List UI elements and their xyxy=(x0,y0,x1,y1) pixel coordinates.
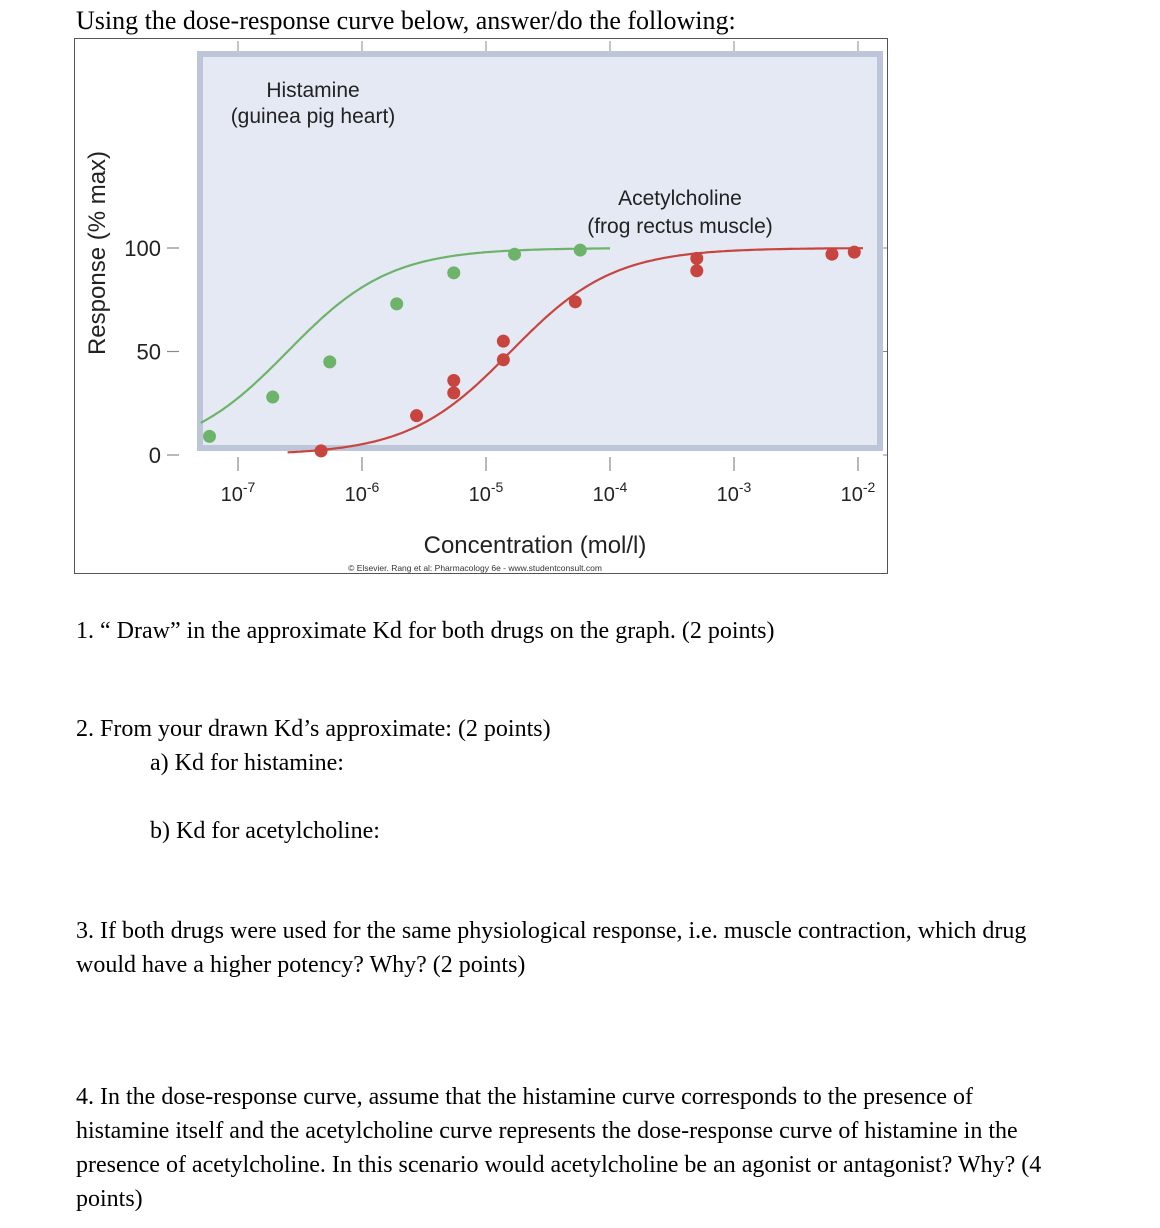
series-label-acetylcholine: Acetylcholine xyxy=(618,187,742,210)
data-point-acetylcholine xyxy=(497,353,510,366)
data-point-acetylcholine xyxy=(690,264,703,277)
data-point-histamine xyxy=(323,355,336,368)
series-label-histamine: Histamine xyxy=(266,79,360,102)
data-point-acetylcholine xyxy=(497,335,510,348)
data-point-histamine xyxy=(203,430,216,443)
dose-response-chart xyxy=(74,38,888,574)
data-point-acetylcholine xyxy=(410,409,423,422)
data-point-histamine xyxy=(447,266,460,279)
data-point-acetylcholine xyxy=(569,295,582,308)
question-2: 2. From your drawn Kd’s approximate: (2 points) xyxy=(76,716,551,742)
x-tick-label: $10^{-2}$ xyxy=(840,479,876,506)
worksheet-heading: Using the dose-response curve below, answer/do the following: xyxy=(76,6,736,35)
x-tick-label: $10^{-6}$ xyxy=(344,479,380,506)
question-3: 3. If both drugs were used for the same physiological response, i.e. muscle contraction, which drug would have a higher potency? Why? (2 points) xyxy=(76,918,1027,978)
y-axis-label: Response (% max) xyxy=(84,150,111,356)
question-4: 4. In the dose-response curve, assume that the histamine curve corresponds to the presence of histamine itself and the acetylcholine curve represents the dose-response curve of histamine in the presence of acetylcholine. In this scenario would acetylcholine be an agonist or antagonist? Why? (4 points) xyxy=(76,1084,1042,1212)
question-2a: a) Kd for histamine: xyxy=(150,750,344,776)
data-point-acetylcholine xyxy=(447,374,460,387)
data-point-acetylcholine xyxy=(825,248,838,261)
data-point-histamine xyxy=(574,244,587,257)
question-2b: b) Kd for acetylcholine: xyxy=(150,818,380,844)
data-point-acetylcholine xyxy=(848,246,861,259)
question-1: 1. “ Draw” in the approximate Kd for both drugs on the graph. (2 points) xyxy=(76,618,775,644)
data-point-acetylcholine xyxy=(690,252,703,265)
y-tick-label: 50 xyxy=(136,339,161,365)
y-tick-label: 0 xyxy=(148,443,161,468)
x-tick-label: $10^{-4}$ xyxy=(592,479,628,506)
x-tick-label: $10^{-3}$ xyxy=(716,479,752,506)
figure-credit: © Elsevier. Rang et al: Pharmacology 6e - www.studentconsult.com xyxy=(348,563,602,573)
x-tick-label: $10^{-5}$ xyxy=(468,479,504,506)
data-point-histamine xyxy=(390,297,403,310)
data-point-acetylcholine xyxy=(315,444,328,457)
x-tick-label: $10^{-7}$ xyxy=(220,479,256,506)
data-point-acetylcholine xyxy=(447,386,460,399)
series-sublabel-histamine: (guinea pig heart) xyxy=(230,105,396,128)
y-tick-label: 100 xyxy=(124,236,161,261)
data-point-histamine xyxy=(508,248,521,261)
x-axis-label: Concentration (mol/l) xyxy=(423,532,647,559)
data-point-histamine xyxy=(266,391,279,404)
series-sublabel-acetylcholine: (frog rectus muscle) xyxy=(587,215,773,238)
